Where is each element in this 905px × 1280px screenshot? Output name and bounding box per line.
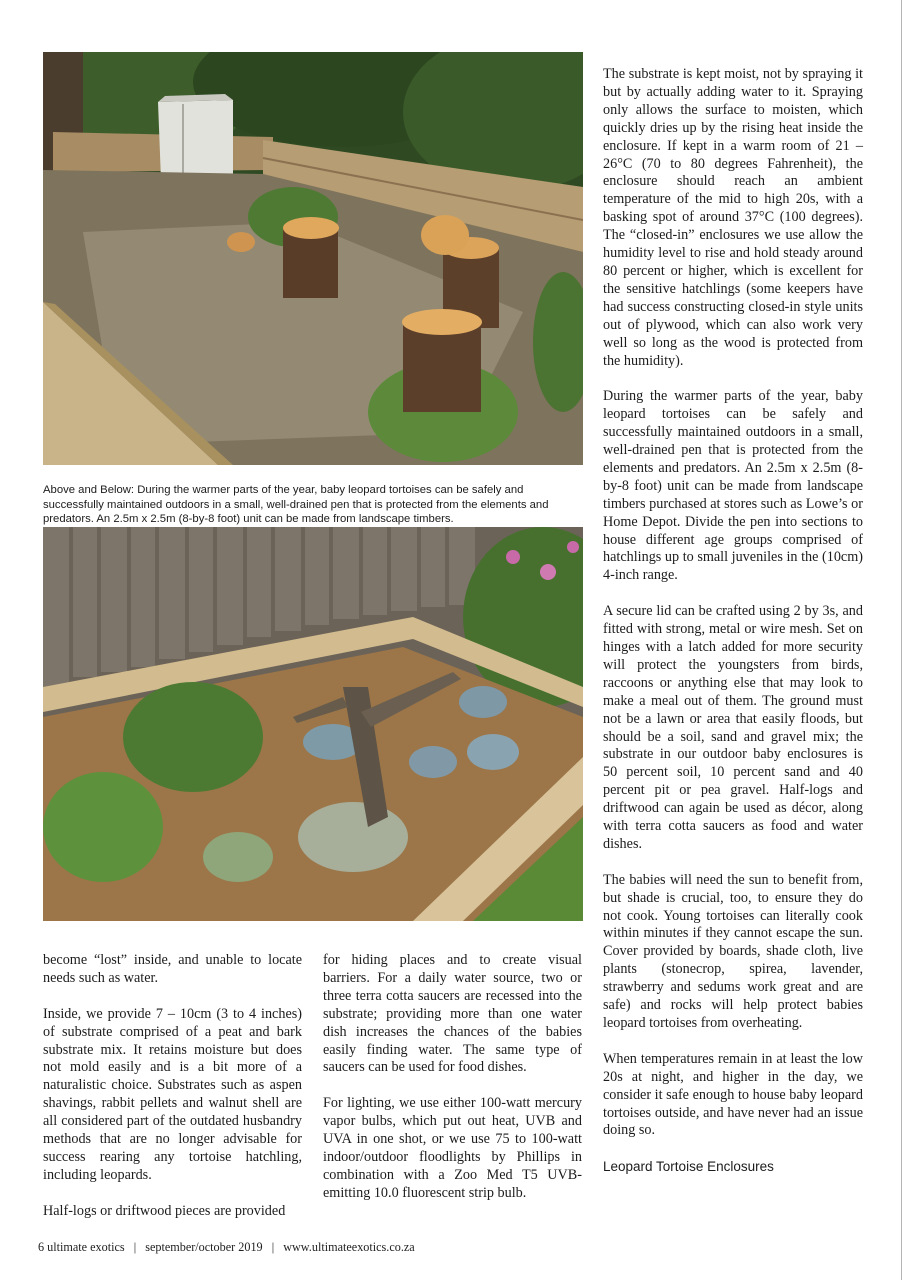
footer-separator: | — [133, 1240, 137, 1254]
website-link[interactable]: www.ultimateexotics.co.za — [283, 1240, 415, 1254]
paragraph: The substrate is kept moist, not by spraying it but by actually adding water to it. Spraying only allows the surface to moisten, which quickly dries up by the rising heat inside the enclosure. If kept in a warm room of 21 – 26°C (70 to 80 degrees Fahrenheit), the enclosure should reach an ambient temperature of the mid to high 20s, with a basking spot of around 37°C (100 degrees). The “closed-in” enclosures we use allow the humidity level to rise and hold steady around 80 percent or higher, which is excellent for the sensitive hatchlings (some keepers have had success constructing closed-in style units out of plywood, which can also work very well so long as the wood is protected from the humidity). — [603, 66, 863, 369]
paragraph: Inside, we provide 7 – 10cm (3 to 4 inches) of substrate comprised of a peat and bark substrate mix. It retains moisture but does not mold easily and is a bit more of a naturalistic choice. Substrates such as aspen shavings, rabbit pellets and walnut shell are all considered part of the outdated husbandry methods that are no longer advisable for success rearing any tortoise hatchling, including leopards. — [43, 1005, 302, 1183]
issue-date: september/october 2019 — [145, 1240, 263, 1254]
magazine-name: ultimate exotics — [47, 1240, 125, 1254]
garden-pen-photo — [43, 52, 583, 465]
section-label: Leopard Tortoise Enclosures — [603, 1159, 774, 1175]
paragraph: Half-logs or driftwood pieces are provided — [43, 1202, 286, 1219]
paragraph: The babies will need the sun to benefit from, but shade is crucial, too, to ensure they do not cook. Young tortoises can literally cook within minutes if they cannot escape the sun. Cover provided by boards, shade cloth, live plants (stonecrop, spirea, lavender, strawberry and sedums work great and are safe) and rocks will help protect babies leopard tortoises from overheating. — [603, 871, 863, 1031]
photo-caption: Above and Below: During the warmer parts of the year, baby leopard tortoises can be safely and successfully maintained outdoors in a small, well-drained pen that is protected from the elements and predators. An 2.5m x 2.5m (8-by-8 foot) unit can be made from landscape timbers. — [43, 484, 549, 526]
page-number: 6 — [38, 1240, 45, 1254]
paragraph: A secure lid can be crafted using 2 by 3s, and fitted with strong, metal or wire mesh. Set on hinges with a latch added for more security will protect the youngsters from birds, raccoons or anything else that may look to make a meal out of them. The ground must not be a lawn or area that easily floods, but should be a soil, sand and gravel mix; the substrate in our outdoor baby enclosures is 50 percent soil, 10 percent sand and 40 percent pit or pea gravel. Half-logs and driftwood can again be used as décor, along with terra cotta saucers as food and water dishes. — [603, 603, 863, 852]
page-footer — [38, 1240, 415, 1255]
paragraph: During the warmer parts of the year, baby leopard tortoises can be safely and successfully maintained outdoors in a small, well-drained pen that is protected from the elements and predators. An 2.5m x 2.5m (8-by-8 foot) unit can be made from landscape timbers purchased at stores such as Lowe’s or Home Depot. Divide the pen into sections to house different age groups comprised of hatchlings up to small juveniles in the (10cm) 4-inch range. — [603, 388, 863, 584]
raised-bed-photo — [43, 527, 583, 921]
paragraph: become “lost” inside, and unable to locate needs such as water. — [43, 952, 302, 986]
right-column — [603, 66, 863, 1176]
footer-separator: | — [271, 1240, 275, 1254]
left-column — [43, 952, 302, 1221]
paragraph: For lighting, we use either 100-watt mercury vapor bulbs, which put out heat, UVB and UVA in one shot, or we use 75 to 100-watt indoor/outdoor floodlights by Phillips in combination with a Zoo Med T5 UVB-emitting 10.0 fluorescent strip bulb. — [323, 1095, 582, 1201]
page-edge-divider — [901, 0, 902, 1280]
middle-column — [323, 952, 582, 1203]
paragraph: for hiding places and to create visual barriers. For a daily water source, two or three terra cotta saucers are recessed into the substrate; providing more than one water dish increases the chances of the babies easily finding water. The same type of saucers can be used for food dishes. — [323, 952, 582, 1076]
paragraph: When temperatures remain in at least the low 20s at night, and higher in the day, we consider it safe enough to house baby leopard tortoises outside, and have never had an issue doing so. — [603, 1050, 863, 1139]
